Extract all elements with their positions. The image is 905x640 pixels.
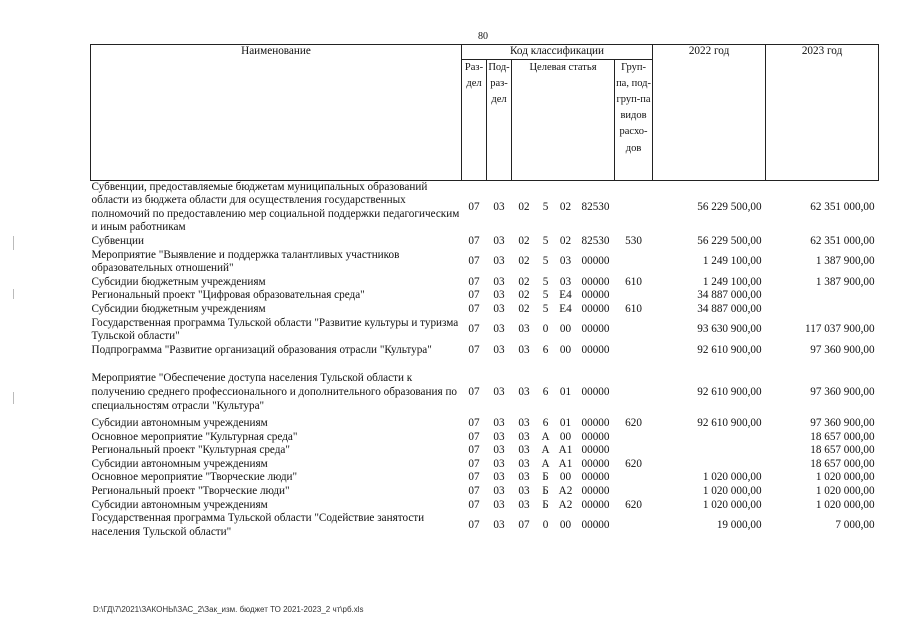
margin-mark: [13, 392, 14, 404]
row-name: Основное мероприятие "Творческие люди": [91, 471, 298, 484]
target-article-event-cell: Е4: [559, 289, 572, 302]
target-article-subprogram-cell: 5: [542, 289, 549, 302]
target-article-subprogram-cell: 5: [542, 302, 549, 315]
target-article-subprogram-cell: 5: [542, 275, 549, 288]
row-name: Государственная программа Тульской области "Содействие занятости населения Тульской области": [91, 512, 425, 538]
row-name: Субсидии бюджетным учреждениям: [91, 275, 266, 288]
target-article-direction-cell: 00000: [581, 471, 610, 484]
amount-2023-cell: 7 000,00: [835, 519, 875, 532]
table-row: [91, 485, 879, 499]
table-row: [91, 431, 879, 445]
section-cell: 07: [468, 255, 480, 268]
row-name: Подпрограмма "Развитие организаций образования отрасли "Культура": [91, 343, 432, 356]
table-row: [91, 344, 879, 358]
target-article-subprogram-cell: 5: [542, 234, 549, 247]
table-row: [91, 180, 879, 235]
target-article-subprogram-cell: А: [541, 430, 550, 443]
subsection-cell: 03: [493, 234, 505, 247]
target-article-subprogram-cell: Б: [542, 498, 549, 511]
header-expense-group: Груп-па, под-груп-па видов расхо-дов: [615, 59, 653, 180]
amount-2023-cell: 62 351 000,00: [810, 200, 875, 213]
section-cell: 07: [468, 417, 480, 430]
target-article-event-cell: А2: [558, 498, 573, 511]
expense-group-cell: [615, 289, 653, 303]
amount-2023-cell: 117 037 900,00: [805, 323, 875, 336]
table-row: [91, 417, 879, 431]
target-article-event-cell: 02: [559, 200, 572, 213]
target-article-event-cell: 01: [559, 385, 572, 398]
page-number: 80: [478, 31, 488, 42]
section-cell: 07: [468, 323, 480, 336]
target-article-event-cell: 00: [559, 323, 572, 336]
header-year-2022: 2022 год: [653, 45, 766, 181]
amount-2023-cell: 97 360 900,00: [810, 385, 875, 398]
expense-group-cell: [615, 431, 653, 445]
row-name: Субвенции, предоставляемые бюджетам муниципальных образований области из бюджета области для осуществления государственных полномочий по предоставлению мер социальной поддержки педагогическим и иным работникам: [91, 180, 460, 234]
amount-2023-cell: 18 657 000,00: [810, 457, 875, 470]
target-article-event-cell: А1: [558, 444, 573, 457]
file-path-footer: D:\ГД\7\2021\ЗАКОНЫ\ЗАС_2\Зак_изм. бюджет ТО 2021-2023_2 чт\рб.xls: [93, 605, 364, 614]
expense-group-cell: 620: [625, 457, 642, 470]
table-row: [91, 458, 879, 472]
target-article-subprogram-cell: 6: [542, 343, 549, 356]
target-article-subprogram-cell: Б: [542, 471, 549, 484]
header-target-article: Целевая статья: [512, 59, 615, 180]
amount-2022-cell: 56 229 500,00: [697, 200, 762, 213]
target-article-program-cell: 03: [518, 323, 530, 336]
budget-table: [90, 44, 879, 539]
subsection-cell: 03: [493, 417, 505, 430]
subsection-cell: 03: [493, 430, 505, 443]
subsection-cell: 03: [493, 343, 505, 356]
row-name: Субсидии автономным учреждениям: [91, 417, 268, 430]
section-cell: 07: [468, 275, 480, 288]
subsection-cell: 03: [493, 323, 505, 336]
expense-group-cell: [615, 444, 653, 458]
amount-2023-cell: 18 657 000,00: [810, 430, 875, 443]
amount-2022-cell: 92 610 900,00: [697, 343, 762, 356]
target-article-direction-cell: 00000: [581, 519, 610, 532]
target-article-direction-cell: 00000: [581, 430, 610, 443]
row-name: Субсидии автономным учреждениям: [91, 457, 268, 470]
target-article-direction-cell: 00000: [581, 485, 610, 498]
target-article-direction-cell: 00000: [581, 343, 610, 356]
target-article-event-cell: 02: [559, 234, 572, 247]
target-article-program-cell: 02: [518, 234, 530, 247]
section-cell: 07: [468, 343, 480, 356]
expense-group-cell: 610: [625, 275, 642, 288]
target-article-direction-cell: 00000: [581, 323, 610, 336]
subsection-cell: 03: [493, 471, 505, 484]
table-row: [91, 289, 879, 303]
target-article-event-cell: 00: [559, 471, 572, 484]
target-article-subprogram-cell: 0: [542, 323, 549, 336]
section-cell: 07: [468, 444, 480, 457]
expense-group-cell: 530: [625, 234, 642, 247]
target-article-program-cell: 02: [518, 289, 530, 302]
table-row: [91, 303, 879, 317]
expense-group-cell: [615, 368, 653, 417]
expense-group-cell: [615, 512, 653, 539]
section-cell: 07: [468, 430, 480, 443]
section-cell: 07: [468, 289, 480, 302]
target-article-direction-cell: 82530: [581, 200, 610, 213]
table-row: [91, 444, 879, 458]
target-article-subprogram-cell: 6: [542, 417, 549, 430]
target-article-direction-cell: 00000: [581, 417, 610, 430]
table-row: [91, 368, 879, 417]
subsection-cell: 03: [493, 385, 505, 398]
table-row: [91, 512, 879, 539]
target-article-program-cell: 03: [518, 471, 530, 484]
margin-mark: [13, 236, 14, 250]
row-name: Региональный проект "Цифровая образовательная среда": [91, 289, 365, 302]
header-name: Наименование: [91, 45, 462, 181]
subsection-cell: 03: [493, 200, 505, 213]
table-row: [91, 471, 879, 485]
row-name: Мероприятие "Выявление и поддержка талантливых участников образовательных отношений": [91, 248, 400, 275]
target-article-program-cell: 02: [518, 275, 530, 288]
target-article-event-cell: 00: [559, 430, 572, 443]
amount-2023-cell: 1 020 000,00: [815, 471, 875, 484]
amount-2022-cell: 1 249 100,00: [702, 275, 762, 288]
target-article-program-cell: 03: [518, 444, 530, 457]
amount-2023-cell: 1 387 900,00: [815, 275, 875, 288]
amount-2022-cell: 34 887 000,00: [697, 289, 762, 302]
expense-group-cell: [615, 180, 653, 235]
amount-2022-cell: 56 229 500,00: [697, 234, 762, 247]
expense-group-cell: [615, 485, 653, 499]
target-article-program-cell: 03: [518, 430, 530, 443]
target-article-direction-cell: 00000: [581, 385, 610, 398]
target-article-event-cell: 01: [559, 417, 572, 430]
expense-group-cell: [615, 344, 653, 358]
target-article-subprogram-cell: А: [541, 444, 550, 457]
target-article-event-cell: Е4: [559, 302, 572, 315]
target-article-direction-cell: 00000: [581, 444, 610, 457]
target-article-event-cell: 00: [559, 343, 572, 356]
target-article-event-cell: А2: [558, 485, 573, 498]
table-row: [91, 276, 879, 290]
expense-group-cell: 620: [625, 498, 642, 511]
amount-2023-cell: 97 360 900,00: [810, 343, 875, 356]
target-article-program-cell: 03: [518, 498, 530, 511]
expense-group-cell: 610: [625, 302, 642, 315]
header-subsection: Под-раз-дел: [487, 59, 512, 180]
budget-table-container: [90, 44, 878, 539]
subsection-cell: 03: [493, 498, 505, 511]
header-section: Раз-дел: [462, 59, 487, 180]
amount-2022-cell: 1 020 000,00: [702, 498, 762, 511]
target-article-direction-cell: 00000: [581, 498, 610, 511]
subsection-cell: 03: [493, 255, 505, 268]
amount-2022-cell: 1 020 000,00: [702, 471, 762, 484]
subsection-cell: 03: [493, 457, 505, 470]
amount-2023-cell: 1 020 000,00: [815, 498, 875, 511]
target-article-direction-cell: 00000: [581, 275, 610, 288]
subsection-cell: 03: [493, 275, 505, 288]
subsection-cell: 03: [493, 485, 505, 498]
amount-2023-cell: 1 020 000,00: [815, 485, 875, 498]
target-article-program-cell: 03: [518, 417, 530, 430]
table-row: [91, 317, 879, 344]
section-cell: 07: [468, 471, 480, 484]
header-year-2023: 2023 год: [766, 45, 879, 181]
target-article-program-cell: 03: [518, 343, 530, 356]
expense-group-cell: [615, 471, 653, 485]
section-cell: 07: [468, 498, 480, 511]
amount-2022-cell: 93 630 900,00: [697, 323, 762, 336]
amount-2022-cell: 1 020 000,00: [702, 485, 762, 498]
target-article-subprogram-cell: 5: [542, 200, 549, 213]
target-article-program-cell: 02: [518, 200, 530, 213]
target-article-program-cell: 03: [518, 457, 530, 470]
amount-2022-cell: 34 887 000,00: [697, 302, 762, 315]
section-cell: 07: [468, 519, 480, 532]
section-cell: 07: [468, 234, 480, 247]
section-cell: 07: [468, 457, 480, 470]
expense-group-cell: [615, 317, 653, 344]
amount-2023-cell: 18 657 000,00: [810, 444, 875, 457]
table-row: [91, 249, 879, 276]
target-article-subprogram-cell: А: [541, 457, 550, 470]
row-name: Субвенции: [91, 234, 144, 247]
target-article-subprogram-cell: 0: [542, 519, 549, 532]
subsection-cell: 03: [493, 289, 505, 302]
amount-2023-cell: 62 351 000,00: [810, 234, 875, 247]
amount-2023-cell: 1 387 900,00: [815, 255, 875, 268]
amount-2023-cell: 97 360 900,00: [810, 417, 875, 430]
target-article-program-cell: 02: [518, 302, 530, 315]
target-article-program-cell: 02: [518, 255, 530, 268]
target-article-direction-cell: 00000: [581, 289, 610, 302]
target-article-direction-cell: 00000: [581, 255, 610, 268]
amount-2022-cell: 1 249 100,00: [702, 255, 762, 268]
subsection-cell: 03: [493, 519, 505, 532]
target-article-direction-cell: 00000: [581, 457, 610, 470]
margin-mark: [13, 289, 14, 299]
table-row: [91, 235, 879, 249]
target-article-event-cell: 00: [559, 519, 572, 532]
target-article-program-cell: 03: [518, 385, 530, 398]
row-name: Основное мероприятие "Культурная среда": [91, 430, 298, 443]
section-cell: 07: [468, 385, 480, 398]
row-name: Субсидии бюджетным учреждениям: [91, 302, 266, 315]
section-cell: 07: [468, 485, 480, 498]
amount-2022-cell: [653, 458, 766, 472]
target-article-subprogram-cell: 5: [542, 255, 549, 268]
target-article-event-cell: 03: [559, 275, 572, 288]
amount-2022-cell: 92 610 900,00: [697, 417, 762, 430]
expense-group-cell: 620: [625, 417, 642, 430]
row-name: Мероприятие "Обеспечение доступа населения Тульской области к получению среднего профессионального и дополнительного образования по специальностям отрасли "Культура": [91, 372, 458, 412]
spacer-row: [91, 357, 879, 368]
target-article-subprogram-cell: 6: [542, 385, 549, 398]
section-cell: 07: [468, 302, 480, 315]
target-article-program-cell: 07: [518, 519, 530, 532]
row-name: Субсидии автономным учреждениям: [91, 498, 268, 511]
amount-2023-cell: [766, 303, 879, 317]
amount-2022-cell: 92 610 900,00: [697, 385, 762, 398]
expense-group-cell: [615, 249, 653, 276]
section-cell: 07: [468, 200, 480, 213]
target-article-event-cell: А1: [558, 457, 573, 470]
subsection-cell: 03: [493, 444, 505, 457]
amount-2022-cell: [653, 431, 766, 445]
amount-2023-cell: [766, 289, 879, 303]
target-article-program-cell: 03: [518, 485, 530, 498]
amount-2022-cell: [653, 444, 766, 458]
table-row: [91, 499, 879, 513]
subsection-cell: 03: [493, 302, 505, 315]
amount-2022-cell: 19 000,00: [716, 519, 762, 532]
row-name: Региональный проект "Творческие люди": [91, 485, 290, 498]
target-article-direction-cell: 82530: [581, 234, 610, 247]
table-body: [91, 180, 879, 539]
target-article-subprogram-cell: Б: [542, 485, 549, 498]
row-name: Региональный проект "Культурная среда": [91, 444, 290, 457]
row-name: Государственная программа Тульской области "Развитие культуры и туризма Тульской области": [91, 316, 459, 343]
target-article-event-cell: 03: [559, 255, 572, 268]
header-classification-code: Код классификации: [462, 45, 653, 60]
target-article-direction-cell: 00000: [581, 302, 610, 315]
